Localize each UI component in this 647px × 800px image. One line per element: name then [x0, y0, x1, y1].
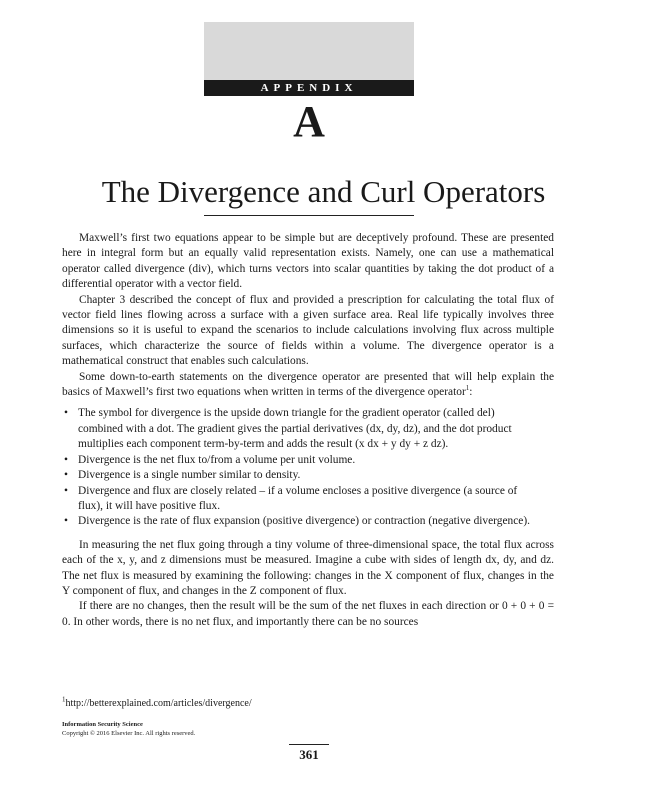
bullet-item [64, 468, 554, 483]
bullet-icon: • [64, 515, 68, 528]
paragraph-5: If there are no changes, then the result will be the sum of the net fluxes in each direction or 0 + 0 + 0 = 0. In other words, there is no net flux, and importantly there can be no sources [62, 600, 554, 628]
page-number: 361 [299, 747, 319, 762]
paragraph-3 [62, 370, 554, 401]
appendix-letter: A [293, 97, 325, 146]
copyright-notice: Copyright © 2016 Elsevier Inc. All rights reserved. [62, 730, 196, 737]
chapter-title: The Divergence and Curl Operators [101, 174, 546, 209]
bullet-item [64, 514, 554, 529]
appendix-header-block [204, 22, 414, 80]
bullet-list [62, 406, 554, 529]
bullet-item [64, 484, 554, 515]
publisher-info [62, 720, 195, 738]
paragraph-2: Chapter 3 described the concept of flux and provided a prescription for calculating the total flux of vector field lines flowing across a surface with a given surface area. Real life typically involves three dimensions so it is useful to expand the scenarios to include calculations involving flux across multiple surfaces, which characterize the source of fields within a volume. The divergence operator is a mathematical construct that enables such calculations. [62, 293, 554, 368]
bullet-icon: • [64, 453, 68, 466]
paragraph-1: Maxwell’s first two equations appear to be simple but are deceptively profound. These are presented here in integral form but an equally valid representation exists. Namely, one can use a mathematical operator called divergence (div), which turns vectors into scalar quantities by taking the dot product of a differential operator with a vector field. [62, 232, 554, 291]
bullet-icon: • [64, 484, 68, 497]
bullet-item [64, 406, 554, 452]
body-text [62, 231, 554, 630]
page-number-rule [289, 744, 329, 745]
bullet-text: Divergence is the rate of flux expansion (positive divergence) or contraction (negative divergence). [78, 515, 530, 528]
appendix-label: APPENDIX [204, 80, 414, 96]
bullet-icon: • [64, 469, 68, 482]
bullet-item [64, 453, 554, 468]
footnote-ref: 1 [465, 384, 470, 393]
bullet-text: Divergence is a single number similar to density. [78, 469, 301, 482]
paragraph-3-end: : [469, 386, 473, 399]
paragraph-3-text: Some down-to-earth statements on the divergence operator are presented that will help explain the basics of Maxwell’s first two equations when written in terms of the divergence operator [62, 370, 554, 399]
paragraph-4: In measuring the net flux going through a tiny volume of three-dimensional space, the total flux across each of the x, y, and z dimensions must be measured. Imagine a cube with sides of length dx, dy, and dz. The net flux is measured by examining the following: changes in the X component of flux, changes in the Y component of flux, and changes in the Z component of flux. [62, 538, 554, 597]
title-underline [204, 215, 414, 216]
bullet-text: Divergence is the net flux to/from a volume per unit volume. [78, 453, 356, 466]
footnote-link[interactable]: http://betterexplained.com/articles/divergence/ [65, 698, 252, 709]
bullet-text: Divergence and flux are closely related – if a volume encloses a positive divergence (a source of flux), it will have positive flux. [78, 484, 518, 512]
footnote-marker: 1 [62, 695, 66, 704]
bullet-icon: • [64, 407, 68, 420]
footnote [62, 697, 252, 710]
book-title: Information Security Science [62, 721, 143, 728]
bullet-text: The symbol for divergence is the upside down triangle for the gradient operator (called del) combined with a dot. The gradient gives the partial derivatives (dx, dy, dz), and the dot product multiplies each component term-by-term and adds the result (x dx + y dy + z dz). [78, 407, 512, 451]
